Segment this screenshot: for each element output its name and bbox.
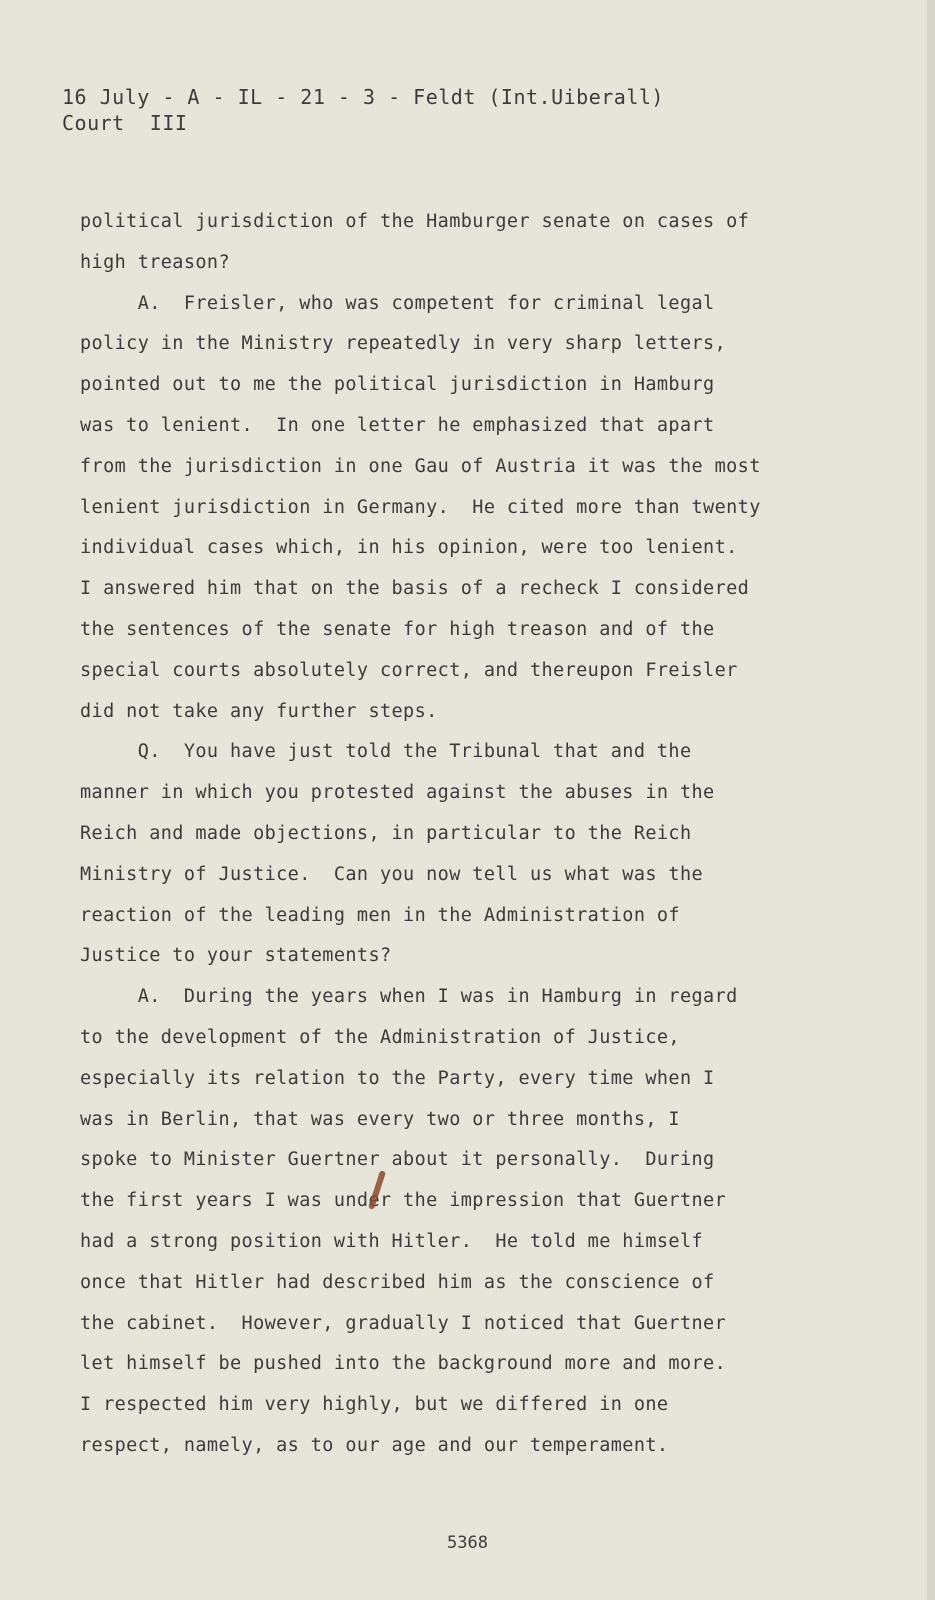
transcript-line: A. Freisler, who was competent for criminal legal	[80, 292, 715, 314]
transcript-line: did not take any further steps.	[80, 700, 438, 722]
transcript-line: lenient jurisdiction in Germany. He cited more than twenty	[80, 496, 761, 518]
transcript-line: was in Berlin, that was every two or three months, I	[80, 1108, 680, 1130]
header-court-line: Court III	[62, 111, 188, 135]
transcript-line: spoke to Minister Guertner about it personally. During	[80, 1149, 715, 1171]
transcript-line: A. During the years when I was in Hamburg in regard	[80, 986, 738, 1008]
transcript-line: individual cases which, in his opinion, were too lenient.	[80, 537, 738, 559]
document-header	[62, 84, 664, 136]
transcript-line: had a strong position with Hitler. He told me himself	[80, 1230, 704, 1252]
transcript-line: was to lenient. In one letter he emphasized that apart	[80, 414, 715, 436]
transcript-line: from the jurisdiction in one Gau of Austria it was the most	[80, 455, 761, 477]
transcript-line: the cabinet. However, gradually I noticed that Guertner	[80, 1312, 727, 1334]
page-edge	[927, 0, 935, 1600]
transcript-line: especially its relation to the Party, every time when I	[80, 1067, 715, 1089]
transcript-body	[80, 202, 900, 1467]
transcript-line: once that Hitler had described him as the conscience of	[80, 1271, 715, 1293]
transcript-line: pointed out to me the political jurisdiction in Hamburg	[80, 374, 715, 396]
transcript-line: to the development of the Administration of Justice,	[80, 1026, 680, 1048]
transcript-line: reaction of the leading men in the Administration of	[80, 904, 680, 926]
transcript-line: high treason?	[80, 251, 230, 273]
transcript-line: political jurisdiction of the Hamburger senate on cases of	[80, 211, 750, 232]
transcript-line: policy in the Ministry repeatedly in very sharp letters,	[80, 333, 727, 355]
header-reference-line: 16 July - A - IL - 21 - 3 - Feldt (Int.Uiberall)	[62, 85, 664, 109]
transcript-line: special courts absolutely correct, and thereupon Freisler	[80, 659, 738, 681]
transcript-line: Justice to your statements?	[80, 945, 392, 967]
page-number: 5368	[447, 1533, 488, 1553]
transcript-line: the sentences of the senate for high treason and of the	[80, 618, 715, 640]
transcript-line: Ministry of Justice. Can you now tell us what was the	[80, 863, 704, 885]
transcript-line: I answered him that on the basis of a recheck I considered	[80, 578, 750, 600]
transcript-line: the first years I was under the impression that Guertner	[80, 1190, 727, 1212]
transcript-line: Reich and made objections, in particular to the Reich	[80, 822, 692, 844]
transcript-line: respect, namely, as to our age and our temperament.	[80, 1434, 669, 1456]
transcript-line: manner in which you protested against the abuses in the	[80, 782, 715, 804]
transcript-line: let himself be pushed into the background more and more.	[80, 1353, 727, 1375]
transcript-line: I respected him very highly, but we differed in one	[80, 1394, 669, 1416]
transcript-line: Q. You have just told the Tribunal that and the	[80, 741, 692, 763]
